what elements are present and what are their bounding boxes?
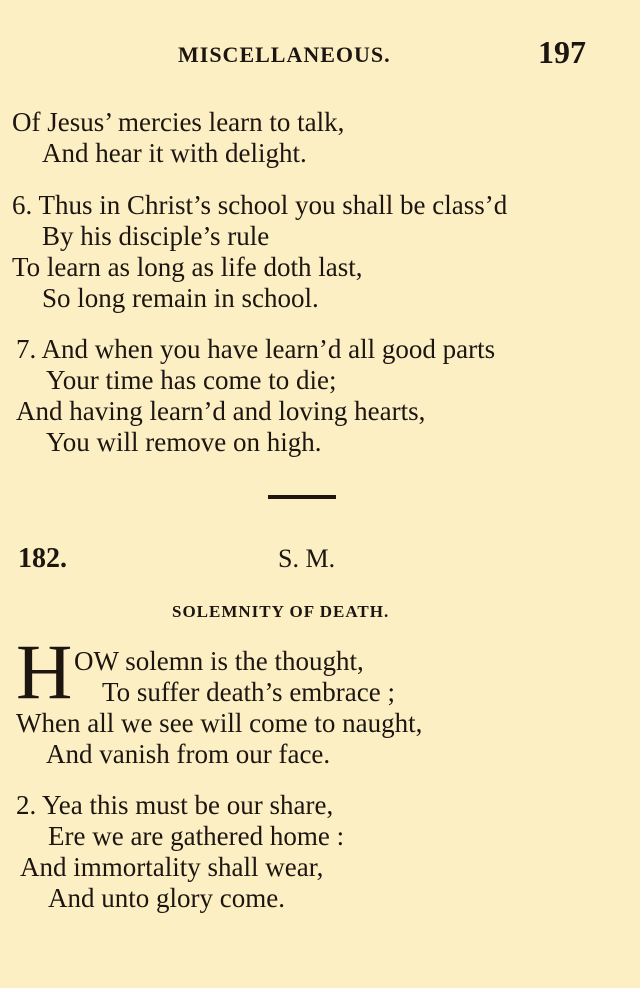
verse-line: Of Jesus’ mercies learn to talk,: [12, 107, 345, 137]
verse-line: And hear it with delight.: [42, 138, 307, 168]
verse-line: And unto glory come.: [48, 883, 285, 913]
verse-line: When all we see will come to naught,: [16, 708, 423, 738]
verse-line: 7. And when you have learn’d all good parts: [16, 334, 496, 364]
page-number: 197: [538, 34, 586, 70]
verse-line: And vanish from our face.: [46, 739, 331, 769]
hymn-number: 182.: [18, 543, 67, 574]
verse-line: OW solemn is the thought,: [74, 646, 364, 676]
verse-line: So long remain in school.: [42, 283, 319, 313]
verse-line: To suffer death’s embrace ;: [102, 677, 395, 707]
section-divider: [268, 495, 336, 499]
verse-line: You will remove on high.: [46, 427, 322, 457]
hymn-title: SOLEMNITY OF DEATH.: [172, 602, 390, 621]
verse-line: By his disciple’s rule: [42, 221, 270, 251]
drop-cap: H: [16, 628, 73, 715]
hymn-meter: S. M.: [278, 544, 336, 573]
verse-line: And immortality shall wear,: [20, 852, 324, 882]
verse-line: 2. Yea this must be our share,: [16, 790, 334, 820]
verse-line: And having learn’d and loving hearts,: [16, 396, 426, 426]
verse-line: To learn as long as life doth last,: [12, 252, 363, 282]
verse-line: Ere we are gathered home :: [48, 821, 345, 851]
verse-line: 6. Thus in Christ’s school you shall be class’d: [12, 190, 508, 220]
verse-line: Your time has come to die;: [46, 365, 337, 395]
running-header: MISCELLANEOUS.: [178, 42, 391, 67]
